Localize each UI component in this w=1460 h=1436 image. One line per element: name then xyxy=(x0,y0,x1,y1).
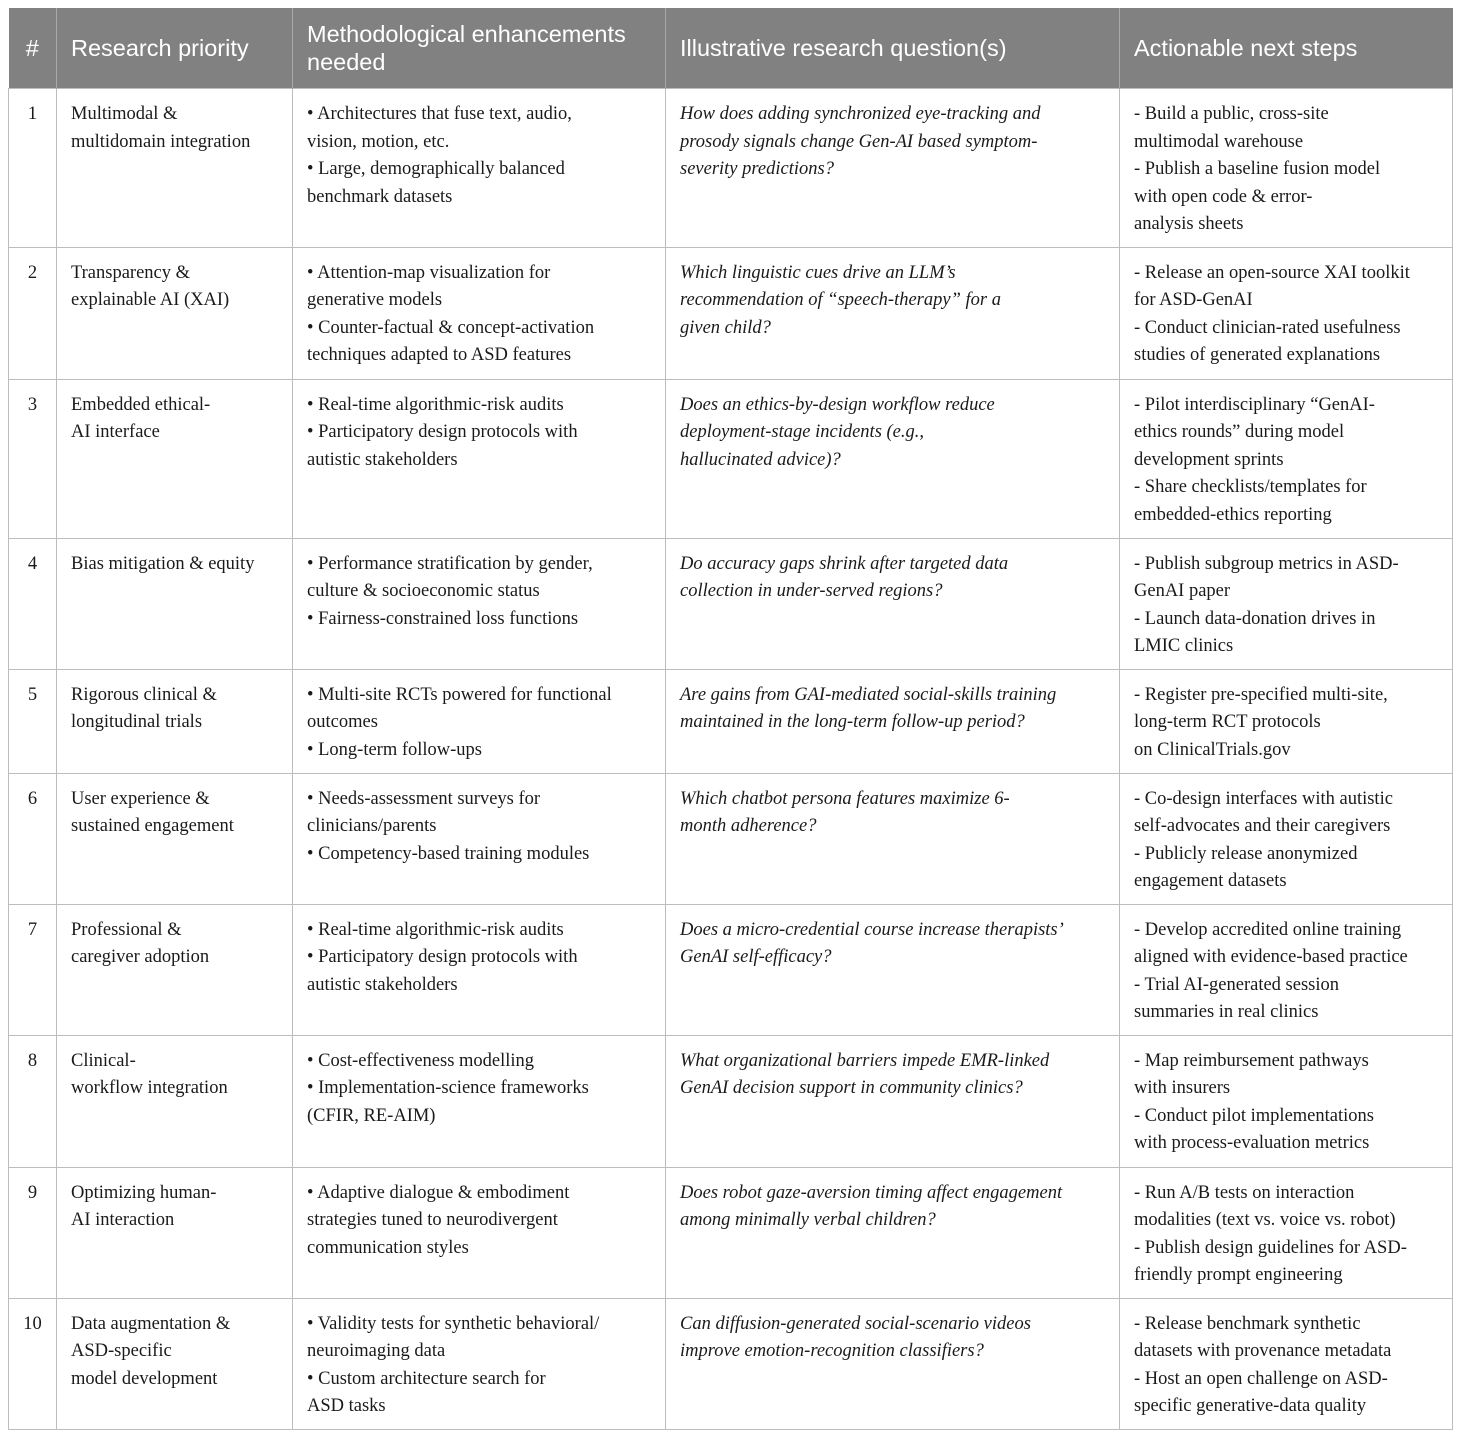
cell-line: self-advocates and their caregivers xyxy=(1134,816,1391,836)
cell-line: with insurers xyxy=(1134,1078,1231,1098)
cell-line: collection in under-served regions? xyxy=(680,581,943,601)
cell-next-steps xyxy=(1120,1167,1453,1298)
header-row xyxy=(9,8,1453,89)
cell-line: • Counter-factual & concept-activation xyxy=(307,317,595,338)
cell-line: - Pilot interdisciplinary “GenAI- xyxy=(1134,394,1375,415)
cell-line: - Trial AI-generated session xyxy=(1134,974,1340,995)
cell-methodological-enhancements xyxy=(293,379,666,538)
cell-number: 4 xyxy=(9,538,57,669)
cell-line: clinicians/parents xyxy=(307,816,437,836)
cell-research-question xyxy=(666,89,1120,248)
cell-research-priority xyxy=(57,1167,293,1298)
cell-line: vision, motion, etc. xyxy=(307,131,450,152)
cell-line: hallucinated advice)? xyxy=(680,449,841,470)
cell-line: • Attention-map visualization for xyxy=(307,262,551,283)
cell-line: • Real-time algorithmic-risk audits xyxy=(307,394,564,415)
cell-methodological-enhancements xyxy=(293,773,666,904)
cell-number: 6 xyxy=(9,773,57,904)
cell-line: - Release an open-source XAI toolkit xyxy=(1134,262,1410,283)
cell-number: 2 xyxy=(9,247,57,379)
cell-research-priority xyxy=(57,89,293,248)
cell-line: LMIC clinics xyxy=(1134,636,1234,656)
cell-research-question xyxy=(666,379,1120,538)
cell-next-steps xyxy=(1120,89,1453,248)
cell-line: • Cost-effectiveness modelling xyxy=(307,1050,535,1071)
cell-research-question xyxy=(666,669,1120,773)
cell-research-priority xyxy=(57,538,293,669)
cell-line: Professional & xyxy=(71,919,182,940)
cell-line: among minimally verbal children? xyxy=(680,1210,936,1230)
cell-next-steps xyxy=(1120,538,1453,669)
cell-line: - Share checklists/templates for xyxy=(1134,477,1367,497)
table-row xyxy=(9,773,1453,904)
cell-line: studies of generated explanations xyxy=(1134,345,1381,365)
cell-line: Does an ethics-by-design workflow reduce xyxy=(680,394,995,415)
cell-next-steps xyxy=(1120,904,1453,1035)
cell-line: Do accuracy gaps shrink after targeted data xyxy=(680,553,1009,574)
cell-next-steps xyxy=(1120,773,1453,904)
cell-line: How does adding synchronized eye-tracking and xyxy=(680,104,1041,124)
cell-line: AI interaction xyxy=(71,1210,175,1230)
cell-line: workflow integration xyxy=(71,1078,228,1098)
cell-line: caregiver adoption xyxy=(71,947,210,967)
cell-line: • Validity tests for synthetic behavioral/ xyxy=(307,1313,600,1334)
cell-research-question xyxy=(666,538,1120,669)
cell-line: engagement datasets xyxy=(1134,871,1287,891)
cell-next-steps xyxy=(1120,669,1453,773)
cell-line: Data augmentation & xyxy=(71,1313,231,1334)
cell-line: improve emotion-recognition classifiers? xyxy=(680,1341,984,1361)
cell-line: long-term RCT protocols xyxy=(1134,712,1321,732)
table-row xyxy=(9,1167,1453,1298)
cell-methodological-enhancements xyxy=(293,1167,666,1298)
cell-line: - Launch data-donation drives in xyxy=(1134,608,1376,629)
cell-line: Multimodal & xyxy=(71,104,178,124)
header-research-questions: Illustrative research question(s) xyxy=(666,8,1120,89)
cell-line: ASD tasks xyxy=(307,1396,386,1416)
cell-number: 3 xyxy=(9,379,57,538)
cell-research-question xyxy=(666,773,1120,904)
cell-research-question xyxy=(666,247,1120,379)
header-methodological-enhancements: Methodological enhancements needed xyxy=(293,8,666,89)
cell-line: for ASD-GenAI xyxy=(1134,290,1253,310)
cell-line: development sprints xyxy=(1134,449,1284,470)
cell-line: aligned with evidence-based practice xyxy=(1134,947,1408,967)
table-row xyxy=(9,538,1453,669)
cell-line: - Run A/B tests on interaction xyxy=(1134,1182,1355,1203)
table-row xyxy=(9,379,1453,538)
cell-line: GenAI paper xyxy=(1134,581,1231,601)
cell-line: explainable AI (XAI) xyxy=(71,290,230,310)
cell-line: with open code & error- xyxy=(1134,186,1313,207)
cell-line: Are gains from GAI-mediated social-skills training xyxy=(680,684,1057,705)
cell-line: given child? xyxy=(680,317,771,338)
cell-research-priority xyxy=(57,1298,293,1429)
cell-line: • Large, demographically balanced xyxy=(307,159,565,179)
cell-line: maintained in the long-term follow-up period? xyxy=(680,712,1025,732)
cell-line: Clinical- xyxy=(71,1050,136,1071)
cell-line: with process-evaluation metrics xyxy=(1134,1133,1370,1153)
cell-line: month adherence? xyxy=(680,816,817,836)
cell-line: embedded-ethics reporting xyxy=(1134,504,1332,525)
cell-line: communication styles xyxy=(307,1237,469,1258)
cell-line: GenAI self-efficacy? xyxy=(680,947,832,967)
cell-methodological-enhancements xyxy=(293,89,666,248)
cell-line: specific generative-data quality xyxy=(1134,1396,1367,1416)
cell-line: • Needs-assessment surveys for xyxy=(307,788,541,809)
cell-research-priority xyxy=(57,1035,293,1167)
cell-line: • Participatory design protocols with xyxy=(307,947,578,967)
cell-line: - Build a public, cross-site xyxy=(1134,104,1329,124)
cell-line: User experience & xyxy=(71,788,210,809)
cell-line: - Register pre-specified multi-site, xyxy=(1134,684,1388,705)
cell-line: - Publish a baseline fusion model xyxy=(1134,159,1381,179)
cell-line: AI interface xyxy=(71,422,160,442)
cell-line: modalities (text vs. voice vs. robot) xyxy=(1134,1210,1396,1230)
cell-line: ethics rounds” during model xyxy=(1134,422,1345,442)
cell-number: 10 xyxy=(9,1298,57,1429)
cell-line: • Custom architecture search for xyxy=(307,1368,546,1389)
cell-next-steps xyxy=(1120,379,1453,538)
cell-next-steps xyxy=(1120,1298,1453,1429)
cell-line: • Real-time algorithmic-risk audits xyxy=(307,919,564,940)
header-next-steps: Actionable next steps xyxy=(1120,8,1453,89)
cell-line: (CFIR, RE-AIM) xyxy=(307,1105,436,1126)
cell-number: 8 xyxy=(9,1035,57,1167)
cell-line: recommendation of “speech-therapy” for a xyxy=(680,290,1001,310)
cell-line: Transparency & xyxy=(71,262,191,283)
cell-next-steps xyxy=(1120,247,1453,379)
cell-line: generative models xyxy=(307,290,443,310)
table-row xyxy=(9,89,1453,248)
cell-line: techniques adapted to ASD features xyxy=(307,345,572,365)
cell-line: - Publish subgroup metrics in ASD- xyxy=(1134,553,1399,574)
cell-methodological-enhancements xyxy=(293,904,666,1035)
table-row xyxy=(9,669,1453,773)
cell-line: • Architectures that fuse text, audio, xyxy=(307,104,572,124)
cell-line: • Implementation-science frameworks xyxy=(307,1078,589,1098)
cell-line: friendly prompt engineering xyxy=(1134,1265,1343,1285)
cell-line: outcomes xyxy=(307,712,378,732)
header-number: # xyxy=(9,8,57,89)
cell-research-question xyxy=(666,1167,1120,1298)
table-body xyxy=(9,89,1453,1430)
cell-research-priority xyxy=(57,379,293,538)
cell-research-question xyxy=(666,904,1120,1035)
cell-line: • Competency-based training modules xyxy=(307,843,590,864)
research-priorities-table-container xyxy=(8,8,1452,1430)
cell-line: - Conduct clinician-rated usefulness xyxy=(1134,317,1401,338)
cell-line: • Long-term follow-ups xyxy=(307,739,483,760)
cell-research-priority xyxy=(57,904,293,1035)
cell-line: - Conduct pilot implementations xyxy=(1134,1105,1374,1126)
cell-research-priority xyxy=(57,669,293,773)
cell-line: Can diffusion-generated social-scenario videos xyxy=(680,1313,1031,1334)
cell-line: analysis sheets xyxy=(1134,214,1244,234)
table-row xyxy=(9,1035,1453,1167)
cell-methodological-enhancements xyxy=(293,247,666,379)
table-header xyxy=(9,8,1453,89)
cell-line: Optimizing human- xyxy=(71,1182,217,1203)
cell-line: datasets with provenance metadata xyxy=(1134,1341,1392,1361)
cell-line: What organizational barriers impede EMR-linked xyxy=(680,1050,1050,1071)
cell-line: - Co-design interfaces with autistic xyxy=(1134,788,1393,809)
cell-line: - Map reimbursement pathways xyxy=(1134,1050,1369,1071)
cell-line: strategies tuned to neurodivergent xyxy=(307,1210,558,1230)
cell-line: Bias mitigation & equity xyxy=(71,553,255,574)
cell-line: summaries in real clinics xyxy=(1134,1002,1319,1022)
cell-line: Does a micro-credential course increase therapists’ xyxy=(680,919,1064,940)
cell-number: 9 xyxy=(9,1167,57,1298)
cell-line: - Develop accredited online training xyxy=(1134,919,1402,940)
research-priorities-table xyxy=(8,8,1453,1430)
cell-line: Which linguistic cues drive an LLM’s xyxy=(680,262,956,283)
cell-line: • Multi-site RCTs powered for functional xyxy=(307,684,612,705)
cell-line: on ClinicalTrials.gov xyxy=(1134,739,1291,760)
cell-line: GenAI decision support in community clinics? xyxy=(680,1078,1023,1098)
cell-line: Which chatbot persona features maximize 6- xyxy=(680,788,1010,809)
cell-line: multimodal warehouse xyxy=(1134,131,1304,152)
cell-line: - Release benchmark synthetic xyxy=(1134,1313,1361,1334)
cell-methodological-enhancements xyxy=(293,1035,666,1167)
cell-number: 1 xyxy=(9,89,57,248)
cell-line: Does robot gaze-aversion timing affect engagement xyxy=(680,1182,1063,1203)
cell-line: - Publicly release anonymized xyxy=(1134,843,1358,864)
cell-line: Embedded ethical- xyxy=(71,394,211,415)
cell-line: longitudinal trials xyxy=(71,712,203,732)
cell-line: benchmark datasets xyxy=(307,186,453,207)
cell-line: autistic stakeholders xyxy=(307,449,458,470)
cell-research-priority xyxy=(57,247,293,379)
table-row xyxy=(9,904,1453,1035)
cell-line: severity predictions? xyxy=(680,159,834,179)
cell-line: multidomain integration xyxy=(71,131,251,152)
cell-line: sustained engagement xyxy=(71,816,234,836)
cell-methodological-enhancements xyxy=(293,669,666,773)
cell-line: culture & socioeconomic status xyxy=(307,581,540,601)
cell-line: • Participatory design protocols with xyxy=(307,422,578,442)
cell-number: 7 xyxy=(9,904,57,1035)
cell-line: prosody signals change Gen-AI based symptom- xyxy=(680,131,1038,152)
cell-number: 5 xyxy=(9,669,57,773)
cell-research-question xyxy=(666,1298,1120,1429)
cell-methodological-enhancements xyxy=(293,1298,666,1429)
cell-line: • Performance stratification by gender, xyxy=(307,553,593,574)
header-research-priority: Research priority xyxy=(57,8,293,89)
cell-line: deployment-stage incidents (e.g., xyxy=(680,422,925,442)
cell-line: model development xyxy=(71,1368,218,1389)
cell-next-steps xyxy=(1120,1035,1453,1167)
cell-line: Rigorous clinical & xyxy=(71,684,217,705)
cell-research-question xyxy=(666,1035,1120,1167)
cell-methodological-enhancements xyxy=(293,538,666,669)
cell-line: ASD-specific xyxy=(71,1341,172,1361)
cell-line: • Adaptive dialogue & embodiment xyxy=(307,1182,570,1203)
cell-line: - Host an open challenge on ASD- xyxy=(1134,1368,1388,1389)
table-row xyxy=(9,247,1453,379)
table-row xyxy=(9,1298,1453,1429)
cell-line: - Publish design guidelines for ASD- xyxy=(1134,1237,1407,1258)
cell-line: neuroimaging data xyxy=(307,1341,446,1361)
cell-research-priority xyxy=(57,773,293,904)
cell-line: autistic stakeholders xyxy=(307,974,458,995)
cell-line: • Fairness-constrained loss functions xyxy=(307,608,579,629)
